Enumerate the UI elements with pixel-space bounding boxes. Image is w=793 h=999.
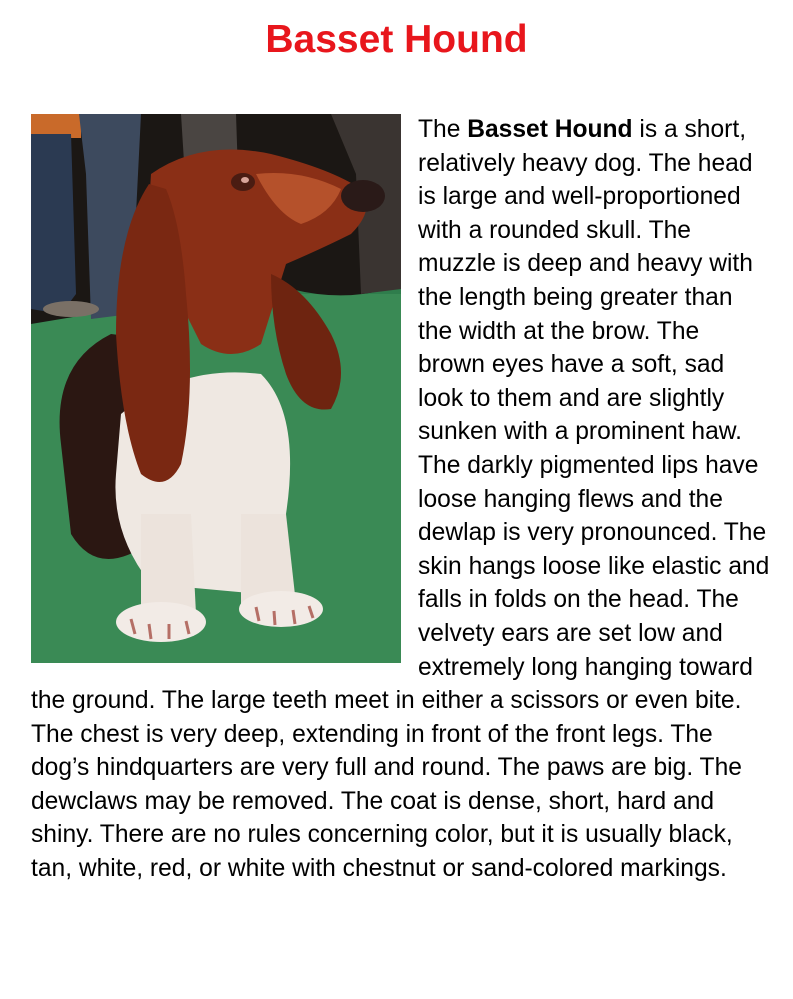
breed-name: Basset Hound: [467, 116, 633, 143]
article-intro: The: [418, 116, 468, 143]
article-body: [31, 113, 771, 886]
basset-hound-illustration: [31, 114, 401, 663]
article-body-text: is a short, relatively heavy dog. The head is large and well-proportioned with a rounded skull. The muzzle is deep and heavy with the length being greater than the width at the brow. The brown eyes have a soft, sad look to them and are slightly sunken with a prominent haw. The darkly pigmented lips have loose hanging flews and the dewlap is very pronounced. The skin hangs loose like elastic and falls in folds on the head. The velvety ears are set low and extremely long hanging toward the ground. The large teeth meet in either a scissors or even bite. The chest is very deep, extending in front of the front legs. The dog’s hindquarters are very full and round. The paws are big. The dewclaws may be removed. The coat is dense, short, hard and shiny. There are no rules concerning color, but it is usually black, tan, white, red, or white with chestnut or sand-colored markings.: [31, 116, 770, 883]
basset-hound-photo: [31, 114, 401, 663]
page-title: Basset Hound: [265, 18, 528, 61]
